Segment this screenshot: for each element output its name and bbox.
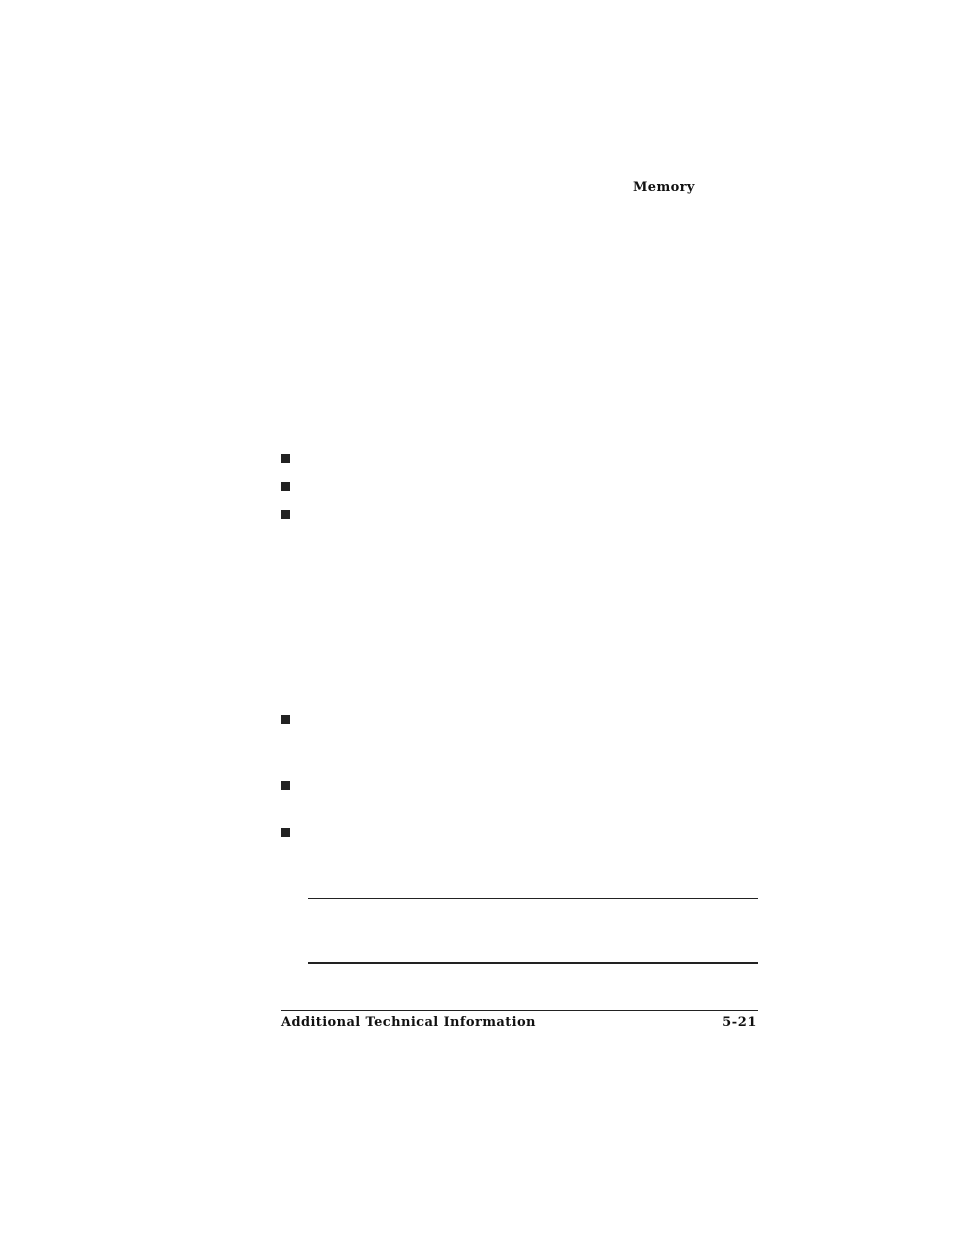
- footer-page-number: 5-21: [722, 1015, 757, 1030]
- bullet-marker-icon: [281, 482, 290, 491]
- bullet-marker-icon: [281, 781, 290, 790]
- running-header-section: Memory: [633, 180, 695, 195]
- note-top-rule: [308, 898, 758, 899]
- bullet-marker-icon: [281, 510, 290, 519]
- footer-rule: [281, 1010, 758, 1011]
- footer-chapter-title: Additional Technical Information: [281, 1015, 536, 1030]
- bullet-marker-icon: [281, 454, 290, 463]
- bullet-marker-icon: [281, 715, 290, 724]
- note-bottom-rule: [308, 962, 758, 964]
- bullet-marker-icon: [281, 828, 290, 837]
